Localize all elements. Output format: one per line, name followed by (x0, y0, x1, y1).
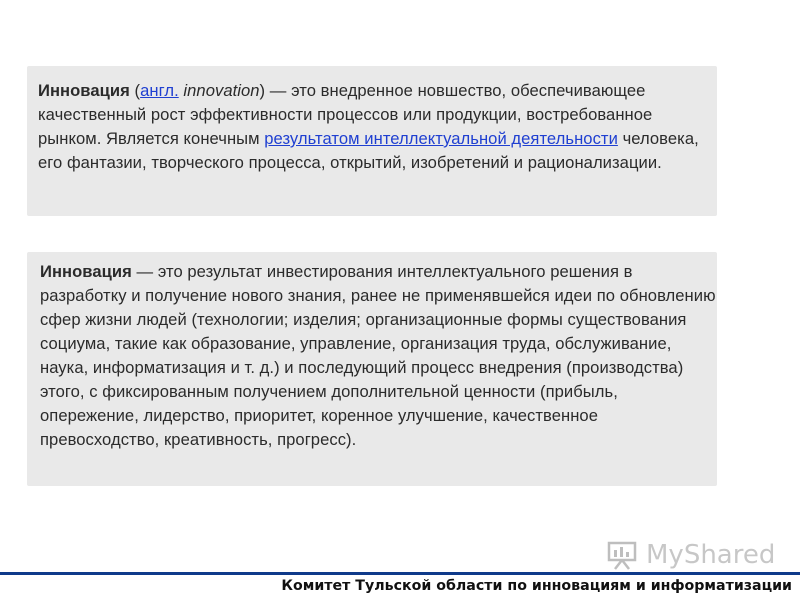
footer-text: Комитет Тульской области по инновациям и информатизации (281, 578, 792, 594)
definition-text-1 (38, 79, 716, 175)
definition-text-2 (40, 260, 720, 452)
term-label: Инновация (38, 81, 130, 100)
text-run: человека, его фантазии, творческого процесса, открытий, изобретений и рационализации. (38, 129, 699, 172)
text-run: ) — это внедренное новшество, обеспечивающее качественный рост эффективности процессов или продукции, востребованное рынком. Является конечным (38, 81, 653, 148)
foreign-word: innovation (178, 81, 260, 100)
term-label: Инновация (40, 262, 132, 281)
watermark-text: MyShared (646, 540, 776, 570)
footer-bar (0, 572, 800, 603)
presentation-board-icon (606, 538, 638, 570)
link-engl[interactable]: англ. (140, 81, 179, 100)
watermark (606, 538, 776, 572)
link-intellectual-activity-result[interactable]: результатом интеллектуальной деятельности (264, 129, 618, 148)
text-run: — это результат инвестирования интеллектуального решения в разработку и получение нового знания, ранее не применявшейся идеи по обновлению сфер жизни людей (технологии; изделия; организационные формы существования социума, такие как образование, управление, организация труда, обслуживание, наука, информатизация и т. д.) и последующий процесс внедрения (производства) этого, с фиксированным получением дополнительной ценности (прибыль, опережение, лидерство, приоритет, коренное улучшение, качественное превосходство, креативность, прогресс). (40, 262, 716, 449)
text-run: ( (129, 81, 141, 100)
